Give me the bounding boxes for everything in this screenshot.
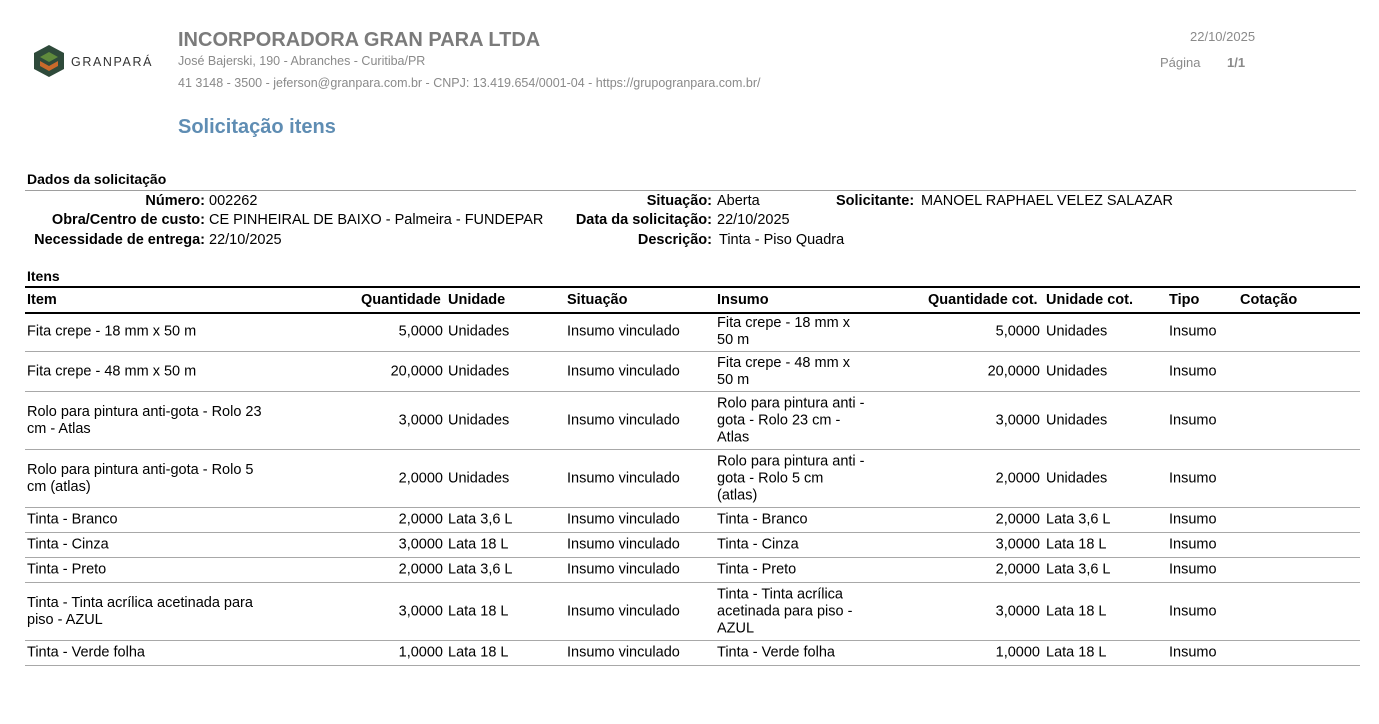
situacao-label: Situação: <box>646 193 712 209</box>
cell-quantidade-cot: 3,0000 <box>995 536 1040 553</box>
cell-unidade: Lata 3,6 L <box>448 511 513 528</box>
cell-unidade: Unidades <box>448 323 510 339</box>
cell-insumo: Fita crepe - 18 mm x 50 m <box>717 314 850 348</box>
cell-quantidade-cot: 2,0000 <box>995 470 1040 486</box>
cell-unidade-cot: Lata 18 L <box>1046 603 1107 619</box>
cell-quantidade: 3,0000 <box>398 412 443 428</box>
cell-unidade: Unidades <box>448 363 510 379</box>
numero-label: Número: <box>145 193 205 209</box>
cell-item: Fita crepe - 18 mm x 50 m <box>27 323 197 339</box>
table-row <box>25 450 1360 508</box>
cell-unidade: Unidades <box>448 412 510 428</box>
cell-unidade-cot: Lata 3,6 L <box>1046 511 1111 528</box>
table-row <box>25 352 1360 392</box>
cell-quantidade: 3,0000 <box>398 603 443 619</box>
cell-insumo: Tinta - Tinta acrílica acetinada para piso - AZUL <box>717 586 853 636</box>
necessidade-value: 22/10/2025 <box>209 232 282 248</box>
cell-unidade: Lata 18 L <box>448 603 509 619</box>
cell-quantidade: 3,0000 <box>398 536 443 553</box>
col-tipo: Tipo <box>1169 292 1200 308</box>
cell-insumo: Tinta - Cinza <box>717 536 799 553</box>
cell-item: Tinta - Cinza <box>27 536 109 553</box>
cell-item: Rolo para pintura anti-gota - Rolo 5 cm (atlas) <box>27 461 254 495</box>
col-unidade: Unidade <box>448 292 506 308</box>
cell-item: Fita crepe - 48 mm x 50 m <box>27 363 197 379</box>
solicitante-label: Solicitante: <box>836 193 915 209</box>
data-solicitacao-value: 22/10/2025 <box>717 212 790 228</box>
cell-quantidade-cot: 2,0000 <box>995 511 1040 528</box>
cell-unidade-cot: Lata 3,6 L <box>1046 561 1111 578</box>
dados-section-title: Dados da solicitação <box>27 171 167 187</box>
cell-situacao: Insumo vinculado <box>567 363 680 379</box>
company-address: José Bajerski, 190 - Abranches - Curitiba/PR <box>178 54 426 68</box>
cell-tipo: Insumo <box>1169 323 1217 339</box>
cell-situacao: Insumo vinculado <box>567 412 680 428</box>
solicitante-value: MANOEL RAPHAEL VELEZ SALAZAR <box>921 193 1173 209</box>
cell-insumo: Fita crepe - 48 mm x 50 m <box>717 354 850 388</box>
cell-unidade-cot: Unidades <box>1046 323 1108 339</box>
cell-unidade-cot: Unidades <box>1046 470 1108 486</box>
table-row <box>25 312 1360 352</box>
cell-item: Tinta - Branco <box>27 511 118 528</box>
dados-divider <box>25 190 1356 191</box>
cell-tipo: Insumo <box>1169 470 1217 486</box>
obra-value: CE PINHEIRAL DE BAIXO - Palmeira - FUNDEPAR <box>209 212 544 228</box>
cell-unidade: Lata 3,6 L <box>448 561 513 578</box>
obra-label: Obra/Centro de custo: <box>51 212 205 228</box>
col-cotacao: Cotação <box>1240 292 1298 308</box>
cell-quantidade: 20,0000 <box>390 363 443 379</box>
cell-tipo: Insumo <box>1169 412 1217 428</box>
cell-situacao: Insumo vinculado <box>567 536 680 553</box>
col-quantidade: Quantidade <box>361 292 441 308</box>
cell-quantidade-cot: 1,0000 <box>995 644 1040 661</box>
table-row <box>25 508 1360 533</box>
cell-item: Rolo para pintura anti-gota - Rolo 23 cm - Atlas <box>27 403 262 437</box>
cell-situacao: Insumo vinculado <box>567 511 680 528</box>
granpara-logo-icon <box>33 44 65 78</box>
cell-quantidade-cot: 2,0000 <box>995 561 1040 578</box>
cell-tipo: Insumo <box>1169 644 1217 661</box>
document-title: Solicitação itens <box>178 116 336 138</box>
cell-unidade: Unidades <box>448 470 510 486</box>
cell-situacao: Insumo vinculado <box>567 470 680 486</box>
data-solicitacao-label: Data da solicitação: <box>575 212 712 228</box>
cell-situacao: Insumo vinculado <box>567 323 680 339</box>
cell-tipo: Insumo <box>1169 561 1217 578</box>
cell-item: Tinta - Verde folha <box>27 644 145 661</box>
cell-quantidade: 2,0000 <box>398 561 443 578</box>
col-situacao: Situação <box>567 292 628 308</box>
col-insumo: Insumo <box>717 292 769 308</box>
cell-quantidade: 5,0000 <box>398 323 443 339</box>
cell-tipo: Insumo <box>1169 603 1217 619</box>
page-label: Página <box>1160 55 1201 70</box>
cell-unidade-cot: Lata 18 L <box>1046 644 1107 661</box>
cell-insumo: Rolo para pintura anti -gota - Rolo 23 cm - Atlas <box>717 395 865 445</box>
necessidade-label: Necessidade de entrega: <box>34 232 205 248</box>
table-row <box>25 533 1360 558</box>
company-contact: 41 3148 - 3500 - jeferson@granpara.com.br - CNPJ: 13.419.654/0001-04 - https://grupogranpara.com.br/ <box>178 76 761 90</box>
cell-quantidade-cot: 3,0000 <box>995 412 1040 428</box>
cell-unidade: Lata 18 L <box>448 536 509 553</box>
situacao-value: Aberta <box>717 193 760 209</box>
cell-quantidade: 2,0000 <box>398 511 443 528</box>
col-quantidade-cot: Quantidade cot. <box>928 292 1038 308</box>
cell-insumo: Tinta - Branco <box>717 511 808 528</box>
cell-insumo: Tinta - Verde folha <box>717 644 835 661</box>
numero-value: 002262 <box>209 193 258 209</box>
cell-situacao: Insumo vinculado <box>567 644 680 661</box>
cell-unidade-cot: Unidades <box>1046 412 1108 428</box>
company-name: INCORPORADORA GRAN PARA LTDA <box>178 29 541 51</box>
cell-unidade-cot: Lata 18 L <box>1046 536 1107 553</box>
cell-item: Tinta - Tinta acrílica acetinada para piso - AZUL <box>27 594 253 628</box>
cell-quantidade: 1,0000 <box>398 644 443 661</box>
cell-tipo: Insumo <box>1169 363 1217 379</box>
cell-unidade: Lata 18 L <box>448 644 509 661</box>
cell-quantidade-cot: 3,0000 <box>995 603 1040 619</box>
cell-unidade-cot: Unidades <box>1046 363 1108 379</box>
cell-quantidade-cot: 5,0000 <box>995 323 1040 339</box>
report-date: 22/10/2025 <box>1190 29 1256 44</box>
logo-text: GRANPARÁ <box>71 55 154 69</box>
cell-insumo: Tinta - Preto <box>717 561 797 578</box>
table-row <box>25 583 1360 641</box>
table-row <box>25 641 1360 666</box>
descricao-value: Tinta - Piso Quadra <box>719 232 845 248</box>
cell-quantidade: 2,0000 <box>398 470 443 486</box>
descricao-label: Descrição: <box>637 232 712 248</box>
col-unidade-cot: Unidade cot. <box>1046 292 1134 308</box>
cell-situacao: Insumo vinculado <box>567 603 680 619</box>
cell-tipo: Insumo <box>1169 511 1217 528</box>
itens-section-title: Itens <box>27 268 60 284</box>
cell-item: Tinta - Preto <box>27 561 107 578</box>
cell-tipo: Insumo <box>1169 536 1217 553</box>
cell-quantidade-cot: 20,0000 <box>987 363 1040 379</box>
table-row <box>25 392 1360 450</box>
page-number: 1/1 <box>1227 55 1246 70</box>
cell-situacao: Insumo vinculado <box>567 561 680 578</box>
table-row <box>25 558 1360 583</box>
items-table-header <box>25 286 1360 314</box>
col-item: Item <box>27 292 57 308</box>
cell-insumo: Rolo para pintura anti -gota - Rolo 5 cm (atlas) <box>717 453 865 503</box>
